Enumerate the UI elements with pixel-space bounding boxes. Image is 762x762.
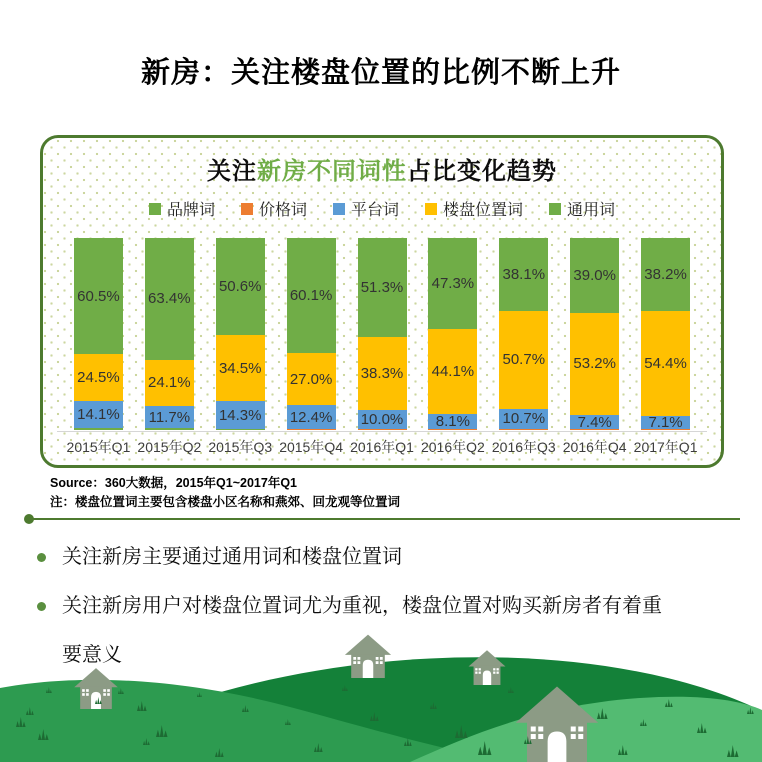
bar-segment-通用词 xyxy=(358,238,407,336)
x-axis-tick-label: 2016年Q4 xyxy=(562,439,627,455)
data-label: 24.5% xyxy=(77,369,120,387)
bar-segment-通用词 xyxy=(570,238,619,313)
bar-segment-通用词 xyxy=(641,238,690,311)
divider-rule xyxy=(33,518,740,520)
bar-segment-通用词 xyxy=(499,238,548,311)
data-label: 60.1% xyxy=(289,287,333,305)
data-label: 12.4% xyxy=(289,408,333,426)
bar-segment-楼盘位置词 xyxy=(145,360,194,406)
bar-segment-楼盘位置词 xyxy=(74,354,123,401)
x-axis-tick-label: 2017年Q1 xyxy=(633,439,698,455)
bar-segment-平台词 xyxy=(216,401,265,428)
bar-slot xyxy=(63,238,134,430)
chart-title xyxy=(43,151,721,186)
section-divider xyxy=(24,514,740,524)
data-label: 51.3% xyxy=(360,278,404,296)
bar-segment-楼盘位置词 xyxy=(287,353,336,405)
legend-label: 价格词 xyxy=(258,202,307,219)
legend-label: 楼盘位置词 xyxy=(443,202,524,219)
bar-segment-楼盘位置词 xyxy=(499,311,548,408)
stacked-bar xyxy=(570,238,619,430)
data-label: 50.7% xyxy=(502,351,546,369)
data-label: 11.7% xyxy=(148,408,191,426)
x-axis-tick-label: 2015年Q4 xyxy=(279,439,344,455)
bar-segment-平台词 xyxy=(74,401,123,428)
bar-segment-平台词 xyxy=(145,406,194,428)
legend-swatch-icon xyxy=(549,203,561,215)
legend-item xyxy=(149,197,215,220)
bar-segment-平台词 xyxy=(358,410,407,429)
source-note xyxy=(50,474,400,512)
chart-title-highlight: 新房不同词性 xyxy=(257,158,407,185)
data-label: 38.1% xyxy=(502,266,546,284)
data-label: 24.1% xyxy=(148,374,191,392)
stacked-bar xyxy=(428,238,477,430)
bar-slot xyxy=(347,238,418,430)
x-axis-tick-label: 2015年Q3 xyxy=(208,439,273,455)
stacked-bar xyxy=(641,238,690,430)
data-label: 60.5% xyxy=(77,287,120,305)
data-label: 39.0% xyxy=(573,266,616,284)
bar-slot xyxy=(630,238,701,430)
chart-card xyxy=(40,135,724,468)
bar-segment-楼盘位置词 xyxy=(641,311,690,415)
stacked-bar xyxy=(358,238,407,430)
bar-segment-平台词 xyxy=(641,416,690,430)
data-label: 8.1% xyxy=(435,412,470,430)
legend-swatch-icon xyxy=(425,203,437,215)
bar-segment-平台词 xyxy=(499,409,548,430)
key-point-item: 关注新房用户对楼盘位置词尤为重视，楼盘位置对购买新房者有着重要意义 xyxy=(30,582,680,680)
data-label: 14.3% xyxy=(218,406,262,424)
bar-slot xyxy=(276,238,347,430)
legend-item xyxy=(425,197,523,220)
bar-segment-通用词 xyxy=(216,238,265,335)
chart-title-suffix: 占比变化趋势 xyxy=(407,158,557,185)
data-label: 14.1% xyxy=(77,406,120,424)
chart-title-prefix: 关注 xyxy=(207,158,257,185)
bar-slot xyxy=(205,238,276,430)
bar-segment-通用词 xyxy=(287,238,336,353)
bar-segment-通用词 xyxy=(145,238,194,360)
data-label: 44.1% xyxy=(431,362,475,380)
legend-item xyxy=(549,197,615,220)
data-label: 54.4% xyxy=(644,355,687,373)
stacked-bar xyxy=(74,238,123,430)
data-label: 38.2% xyxy=(644,266,687,284)
stacked-bar xyxy=(145,238,194,430)
x-axis-tick-label: 2015年Q1 xyxy=(66,439,131,455)
bar-segment-平台词 xyxy=(287,405,336,429)
data-label: 27.0% xyxy=(289,370,333,388)
bar-slot xyxy=(559,238,630,430)
data-label: 7.4% xyxy=(577,413,612,431)
bar-segment-平台词 xyxy=(570,415,619,429)
legend-item xyxy=(333,197,399,220)
bar-segment-楼盘位置词 xyxy=(216,335,265,401)
x-axis-tick-label: 2016年Q2 xyxy=(420,439,485,455)
legend-item xyxy=(241,197,307,220)
note-line: 注：楼盘位置词主要包含楼盘小区名称和燕郊、回龙观等位置词 xyxy=(50,494,401,509)
legend-label: 品牌词 xyxy=(166,202,215,219)
x-axis-tick-label: 2016年Q1 xyxy=(350,439,414,455)
bar-segment-楼盘位置词 xyxy=(570,313,619,415)
data-label: 34.5% xyxy=(218,359,262,377)
x-axis-tick-label: 2015年Q2 xyxy=(137,439,202,455)
bar-segment-楼盘位置词 xyxy=(358,337,407,411)
legend-swatch-icon xyxy=(149,203,161,215)
legend-label: 平台词 xyxy=(350,202,399,219)
data-label: 10.7% xyxy=(502,410,546,428)
data-label: 38.3% xyxy=(360,364,404,382)
stacked-bar xyxy=(216,238,265,430)
data-label: 50.6% xyxy=(218,278,262,296)
plot-area xyxy=(63,238,701,430)
x-axis-labels xyxy=(63,437,701,457)
bar-segment-楼盘位置词 xyxy=(428,329,477,414)
key-points-list xyxy=(30,533,680,680)
x-axis-line xyxy=(57,431,707,432)
page-title: 新房：关注楼盘位置的比例不断上升 xyxy=(140,57,621,89)
x-axis-tick-label: 2016年Q3 xyxy=(491,439,556,455)
bar-slot xyxy=(417,238,488,430)
bar-segment-通用词 xyxy=(428,238,477,329)
legend-swatch-icon xyxy=(333,203,345,215)
bar-segment-通用词 xyxy=(74,238,123,354)
legend-label: 通用词 xyxy=(567,202,616,219)
stacked-bar xyxy=(287,238,336,430)
legend-swatch-icon xyxy=(241,203,253,215)
stacked-bar xyxy=(499,238,548,430)
data-label: 10.0% xyxy=(360,411,404,429)
bar-slot xyxy=(488,238,559,430)
data-label: 63.4% xyxy=(148,290,191,308)
key-point-item: 关注新房主要通过通用词和楼盘位置词 xyxy=(30,533,680,582)
source-line: Source：360大数据，2015年Q1~2017年Q1 xyxy=(50,476,297,490)
data-label: 53.2% xyxy=(573,355,616,373)
data-label: 7.1% xyxy=(648,414,683,432)
bar-slot xyxy=(134,238,205,430)
bar-segment-平台词 xyxy=(428,414,477,430)
data-label: 47.3% xyxy=(431,274,475,292)
chart-legend xyxy=(43,197,721,220)
